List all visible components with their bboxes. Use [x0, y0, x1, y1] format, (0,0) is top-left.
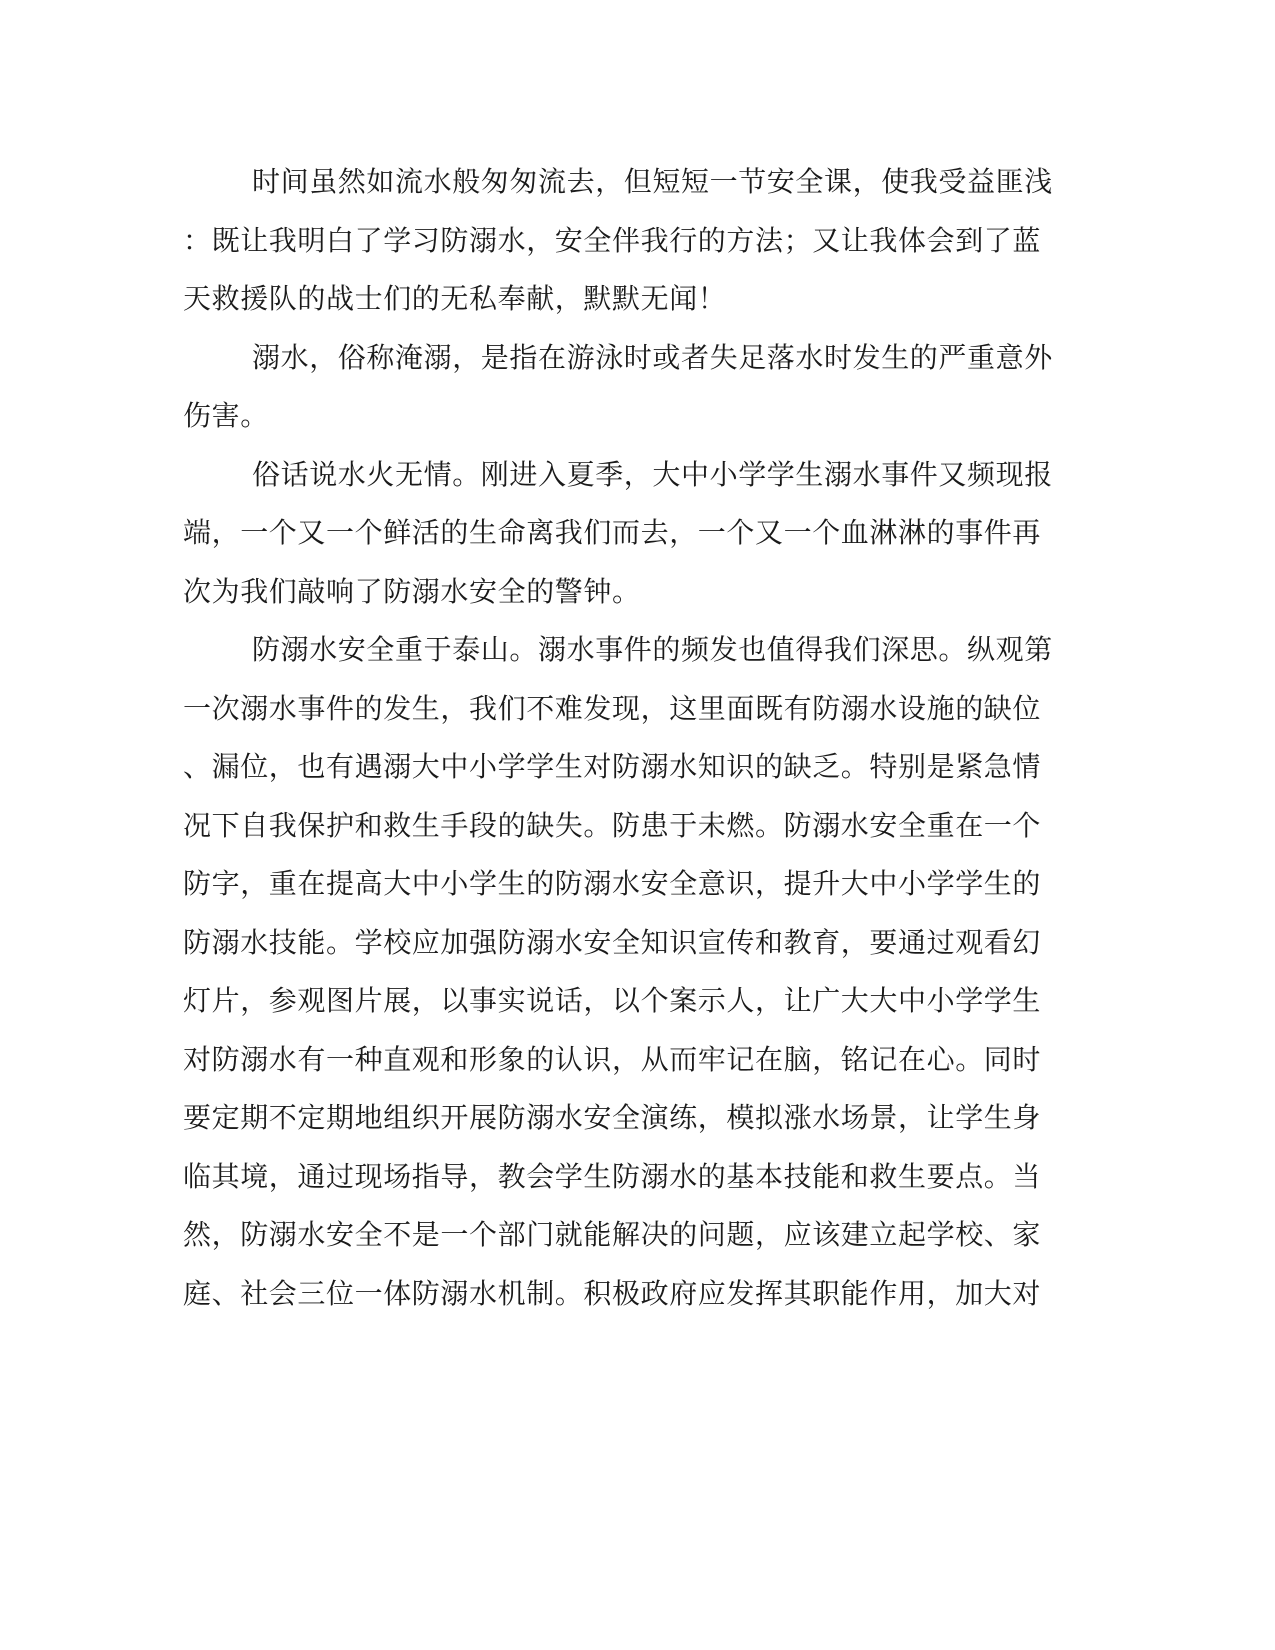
text-line: 要定期不定期地组织开展防溺水安全演练，模拟涨水场景，让学生身: [183, 1101, 1042, 1134]
text-line: 伤害。: [183, 399, 269, 432]
text-line: 一次溺水事件的发生，我们不难发现，这里面既有防溺水设施的缺位: [183, 692, 1042, 725]
text-line: 临其境，通过现场指导，教会学生防溺水的基本技能和救生要点。当: [183, 1160, 1042, 1193]
text-line: 天救援队的战士们的无私奉献，默默无闻！: [183, 282, 727, 315]
text-line: 次为我们敲响了防溺水安全的警钟。: [183, 575, 641, 608]
text-line: 况下自我保护和救生手段的缺失。防患于未燃。防溺水安全重在一个: [183, 809, 1042, 842]
text-line: 时间虽然如流水般匆匆流去，但短短一节安全课，使我受益匪浅: [252, 165, 1053, 198]
text-line: 灯片，参观图片展，以事实说话，以个案示人，让广大大中小学学生: [183, 984, 1042, 1017]
text-line: 溺水，俗称淹溺，是指在游泳时或者失足落水时发生的严重意外: [252, 341, 1053, 374]
text-line: 俗话说水火无情。刚进入夏季，大中小学学生溺水事件又频现报: [252, 458, 1053, 491]
text-line: ：既让我明白了学习防溺水，安全伴我行的方法；又让我体会到了蓝: [183, 224, 1042, 257]
text-line: 然，防溺水安全不是一个部门就能解决的问题，应该建立起学校、家: [183, 1218, 1042, 1251]
text-line: 防字，重在提高大中小学生的防溺水安全意识，提升大中小学学生的: [183, 867, 1042, 900]
text-line: 防溺水技能。学校应加强防溺水安全知识宣传和教育，要通过观看幻: [183, 926, 1042, 959]
text-line: 对防溺水有一种直观和形象的认识，从而牢记在脑，铭记在心。同时: [183, 1043, 1042, 1076]
text-line: 、漏位，也有遇溺大中小学学生对防溺水知识的缺乏。特别是紧急情: [183, 750, 1042, 783]
text-line: 庭、社会三位一体防溺水机制。积极政府应发挥其职能作用，加大对: [183, 1277, 1042, 1310]
text-line: 防溺水安全重于泰山。溺水事件的频发也值得我们深思。纵观第: [252, 633, 1053, 666]
text-line: 端，一个又一个鲜活的生命离我们而去，一个又一个血淋淋的事件再: [183, 516, 1042, 549]
